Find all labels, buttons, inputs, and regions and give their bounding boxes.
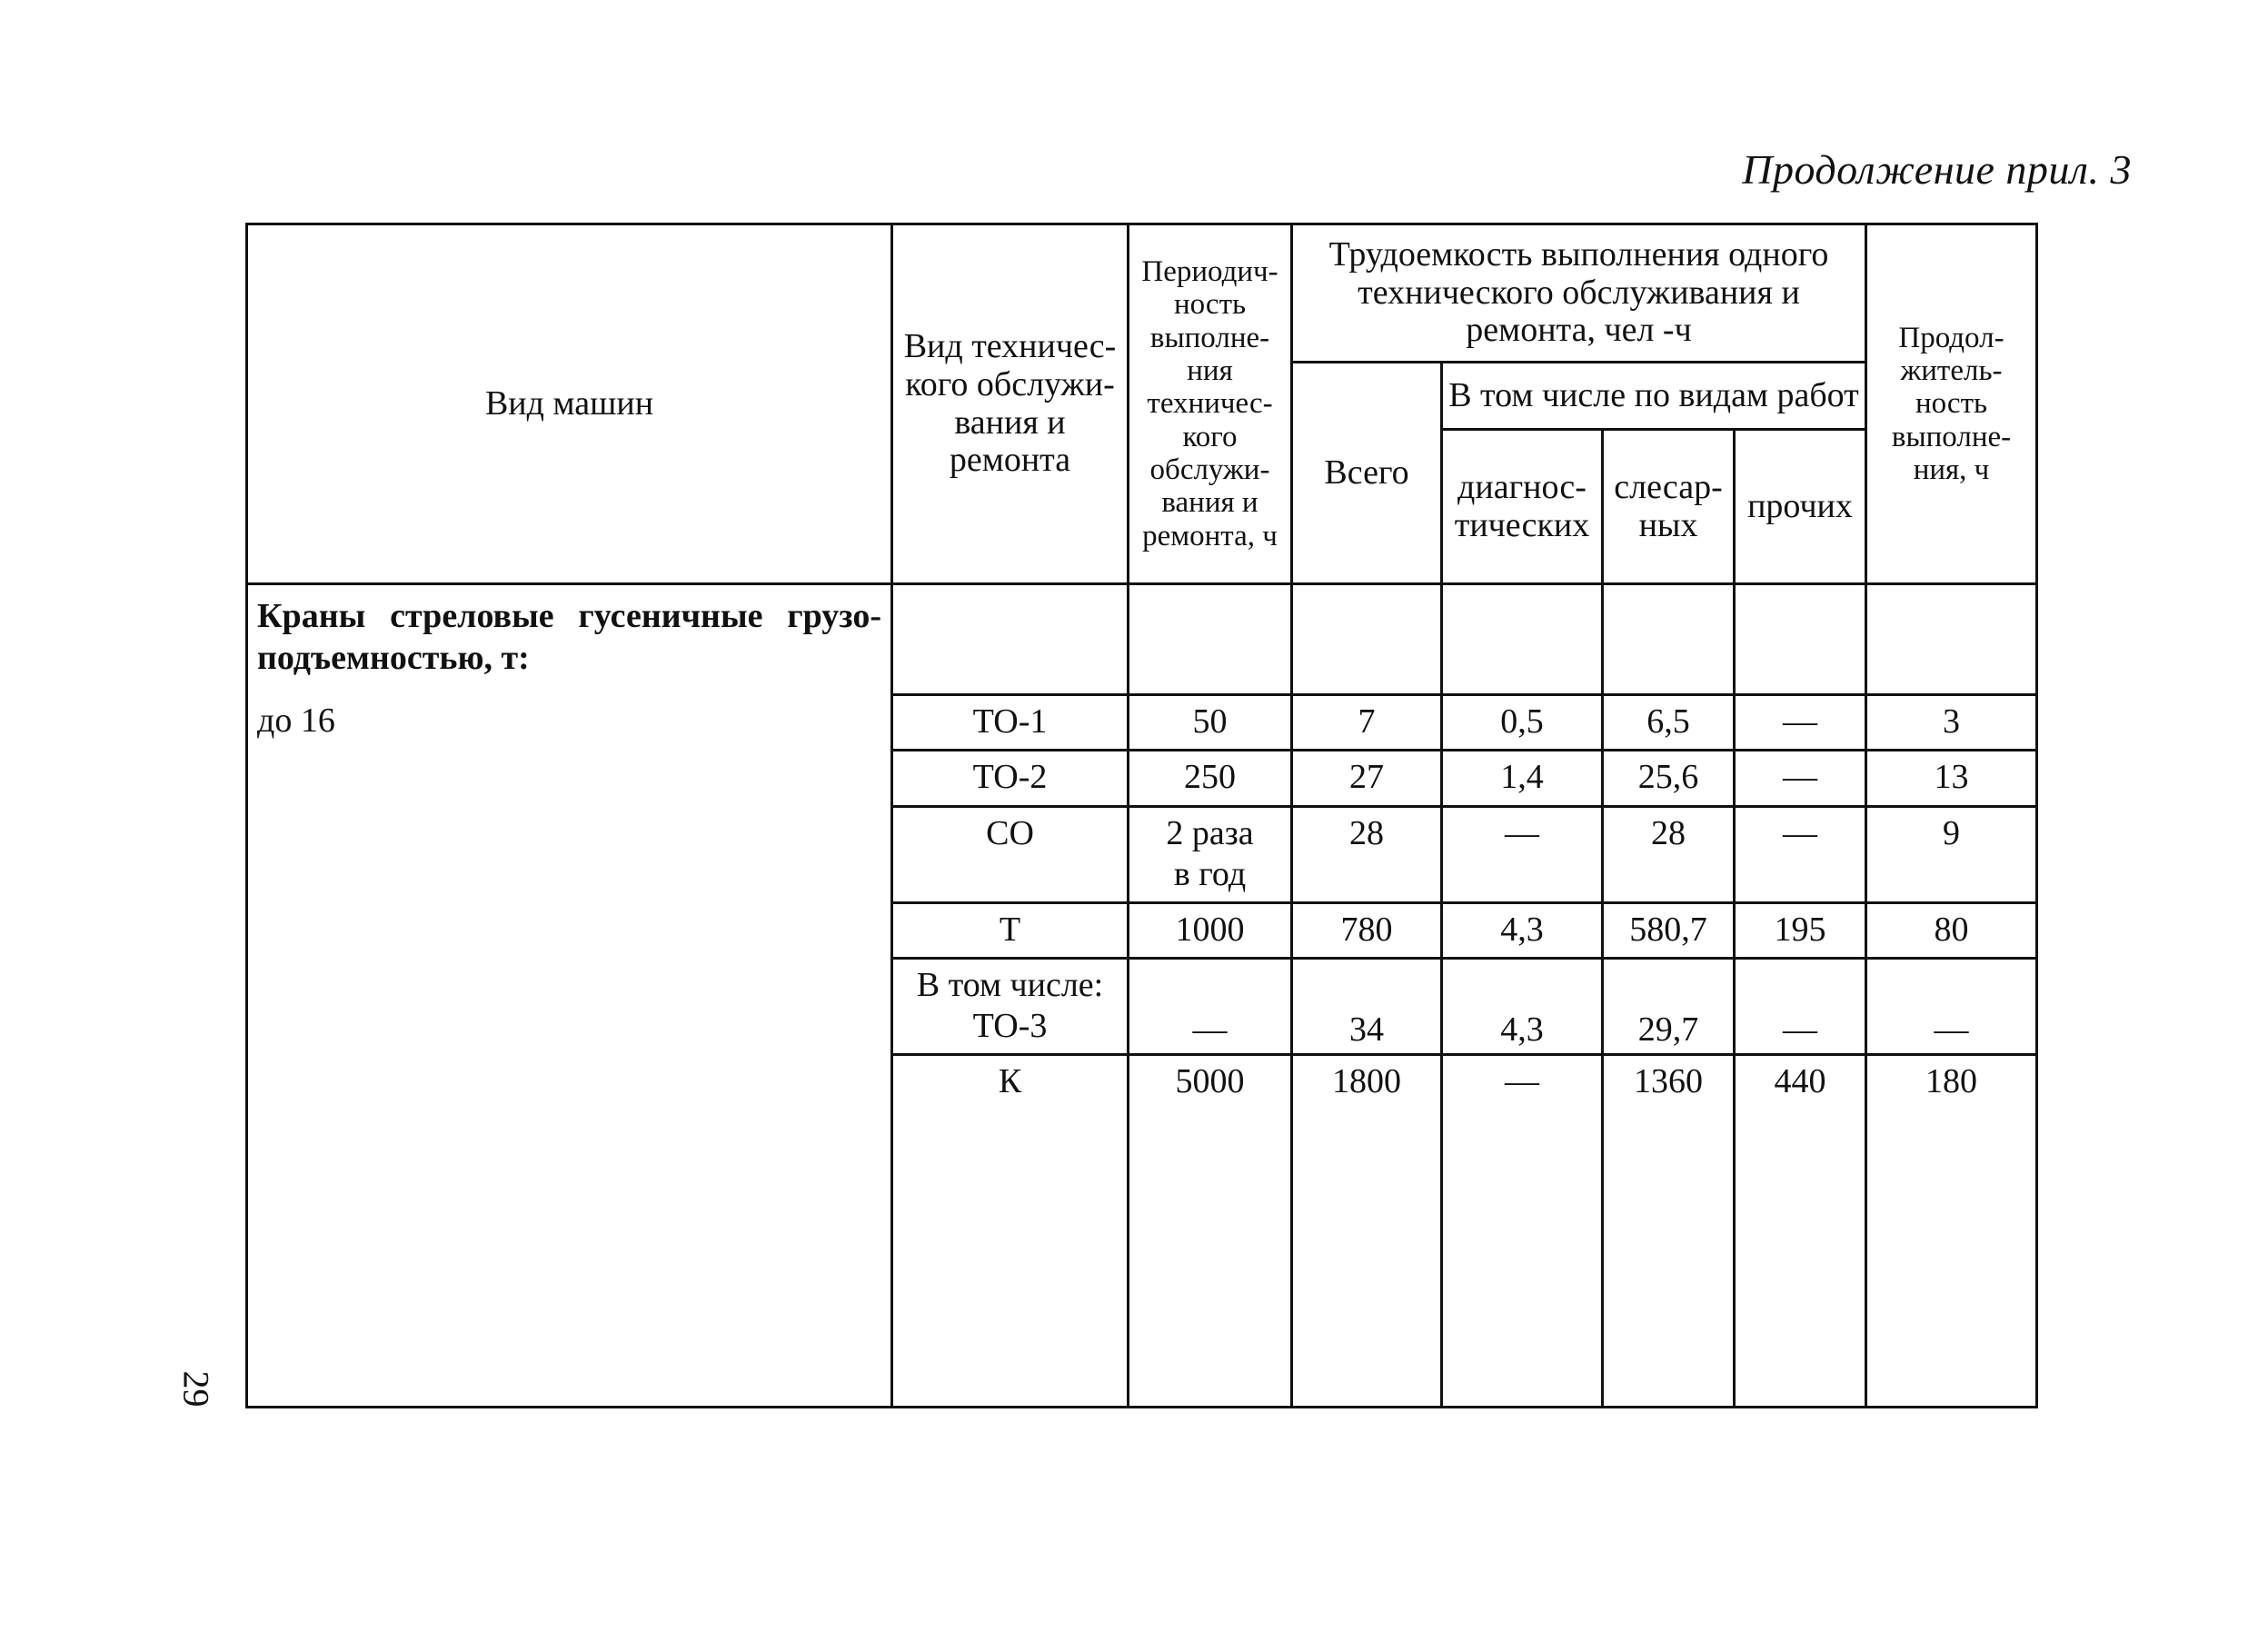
- cell-total: 34: [1292, 958, 1442, 1054]
- cell-lock: 28: [1603, 806, 1735, 902]
- cell-type: Т: [892, 902, 1129, 958]
- page-number: 29: [175, 1370, 217, 1408]
- cell-other: —: [1735, 806, 1866, 902]
- cell-duration: 80: [1866, 902, 2037, 958]
- cell-diag: —: [1442, 806, 1603, 902]
- header-duration: Продол-житель-ность выполне-ния, ч: [1866, 224, 2037, 584]
- table-row: [247, 806, 2037, 902]
- table-row: [247, 751, 2037, 806]
- cell-duration: 180: [1866, 1054, 2037, 1407]
- cell-duration: 9: [1866, 806, 2037, 902]
- cell-lock: 580,7: [1603, 902, 1735, 958]
- header-machine-type: Вид машин: [247, 224, 892, 584]
- cell-total: 780: [1292, 902, 1442, 958]
- cell-diag: 4,3: [1442, 902, 1603, 958]
- cell-type: В том числе: ТО-3: [892, 958, 1129, 1054]
- page-caption: Продолжение прил. 3: [1742, 146, 2132, 193]
- table-row: [247, 1054, 2037, 1407]
- cell-diag: 4,3: [1442, 958, 1603, 1054]
- group-title: Краны стреловые гусеничные грузо-подъемностью, т:: [247, 584, 892, 695]
- table-row: [247, 902, 2037, 958]
- header-periodicity: Периодич-ность выполне-ния техничес-кого обслужи-вания и ремонта, ч: [1129, 224, 1292, 584]
- cell-lock: 25,6: [1603, 751, 1735, 806]
- header-labor-group: Трудоемкость выполнения одного технического обслуживания и ремонта, чел -ч: [1292, 224, 1866, 363]
- cell-total: 7: [1292, 695, 1442, 751]
- header-locksmith: слесар-ных: [1603, 430, 1735, 584]
- cell-period: 1000: [1129, 902, 1292, 958]
- cell-diag: 1,4: [1442, 751, 1603, 806]
- cell-duration: 13: [1866, 751, 2037, 806]
- cell-total: 27: [1292, 751, 1442, 806]
- cell-lock: 1360: [1603, 1054, 1735, 1407]
- cell-period: —: [1129, 958, 1292, 1054]
- cell-type: ТО-1: [892, 695, 1129, 751]
- cell-diag: —: [1442, 1054, 1603, 1407]
- header-by-work-type: В том числе по видам работ: [1442, 363, 1866, 430]
- cell-other: 440: [1735, 1054, 1866, 1407]
- cell-duration: 3: [1866, 695, 2037, 751]
- cell-period: 250: [1129, 751, 1292, 806]
- cell-type: К: [892, 1054, 1129, 1407]
- cell-type: СО: [892, 806, 1129, 902]
- cell-other: 195: [1735, 902, 1866, 958]
- table-row: [247, 958, 2037, 1054]
- header-diagnostic: диагнос-тических: [1442, 430, 1603, 584]
- maintenance-table: [245, 223, 2038, 1408]
- cell-type: ТО-2: [892, 751, 1129, 806]
- cell-total: 1800: [1292, 1054, 1442, 1407]
- cell-period: 2 раза в год: [1129, 806, 1292, 902]
- cell-other: —: [1735, 751, 1866, 806]
- table-row: [247, 695, 2037, 751]
- cell-duration: —: [1866, 958, 2037, 1054]
- cell-other: —: [1735, 695, 1866, 751]
- cell-other: —: [1735, 958, 1866, 1054]
- cell-period: 5000: [1129, 1054, 1292, 1407]
- cell-diag: 0,5: [1442, 695, 1603, 751]
- cell-total: 28: [1292, 806, 1442, 902]
- cell-period: 50: [1129, 695, 1292, 751]
- cell-lock: 29,7: [1603, 958, 1735, 1054]
- header-other: прочих: [1735, 430, 1866, 584]
- subgroup-label: до 16: [247, 695, 892, 751]
- cell-lock: 6,5: [1603, 695, 1735, 751]
- header-service-type: Вид техничес-кого обслужи-вания и ремонта: [892, 224, 1129, 584]
- header-total: Всего: [1292, 363, 1442, 584]
